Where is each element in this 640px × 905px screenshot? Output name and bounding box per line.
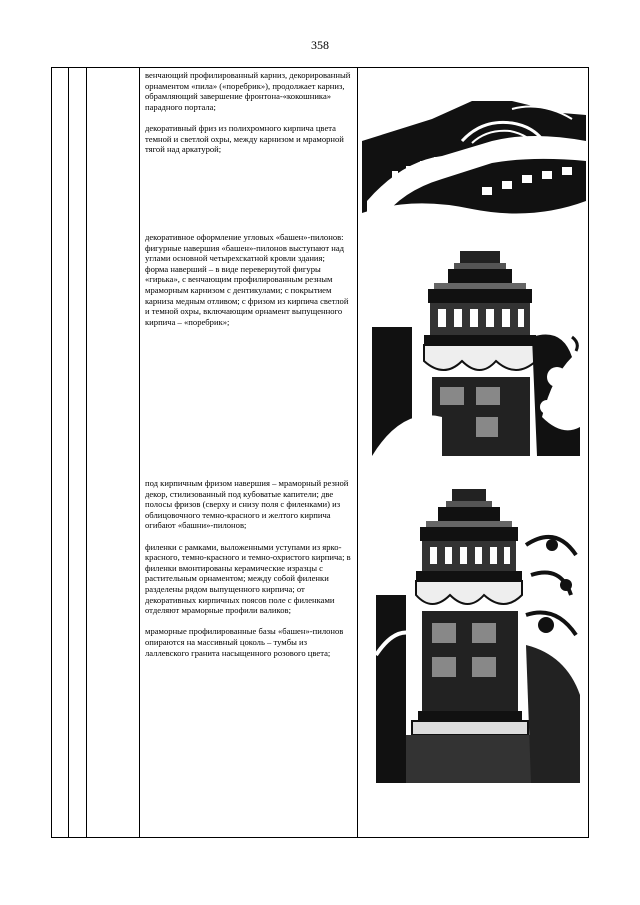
paragraph: филенки с рамками, выложенными уступами из ярко-красного, темно-красного и темно-охристого кирпича; в филенки вмонтированы керамические изразцы с растительным орнаментом; между собой филенки разделены рядом выпущенного кирпича; от декоративных кирпичных поясов поле с филенками отделяют мраморные профили валиков; — [145, 541, 351, 616]
roof-cornice-photo-icon — [362, 101, 586, 219]
paragraph: декоративный фриз из полихромного кирпича цвета темной и светлой охры, между карнизом и мраморной тягой над аркатурой; — [145, 122, 344, 155]
paragraph: мраморные профилированные базы «башен»-пилонов опираются на массивный цоколь – тумбы из лаллевского гранита насыщенного розового цвета; — [145, 626, 344, 658]
page-number: 358 — [311, 38, 329, 52]
paragraph: декоративное оформление угловых «башен»-пилонов: — [145, 232, 344, 242]
text-block-cornice — [145, 70, 353, 165]
tower-pylon-top-photo-icon — [372, 247, 580, 456]
column-divider — [86, 68, 87, 837]
column-divider — [139, 68, 140, 837]
paragraph: фигурные навершия «башен»-пилонов выступают над углами основной четырехскатной кровли здания; — [145, 242, 345, 264]
paragraph: форма наверший – в виде перевернутой фигуры «гирька», с венчающим профилированным резным мраморным карнизом с дентикулами; с покрытием карниза медным отливом; с фризом из кирпича светлой и темной охры, включающим орнамент выпущенного кирпича – «поребрик»; — [145, 263, 349, 327]
paragraph: под кирпичным фризом навершия – мраморный резной декор, стилизованный под кубоватые капители; две полосы фризов (сверху и снизу поля с филенками) из облицовочного темно-красного и желтого кирпича огибают «башни»-пилонов; — [145, 478, 349, 531]
tower-pylon-full-photo-icon — [376, 485, 580, 783]
text-block-tower-decor — [145, 478, 353, 669]
paragraph: венчающий профилированный карниз, декорированный орнаментом «пила» («поребрик»), продолжает карниз, обрамляющий завершение фронтона-«кокошника» парадного портала; — [145, 70, 351, 112]
column-divider — [68, 68, 69, 837]
column-divider — [357, 68, 358, 837]
text-block-corner-towers — [145, 232, 353, 338]
